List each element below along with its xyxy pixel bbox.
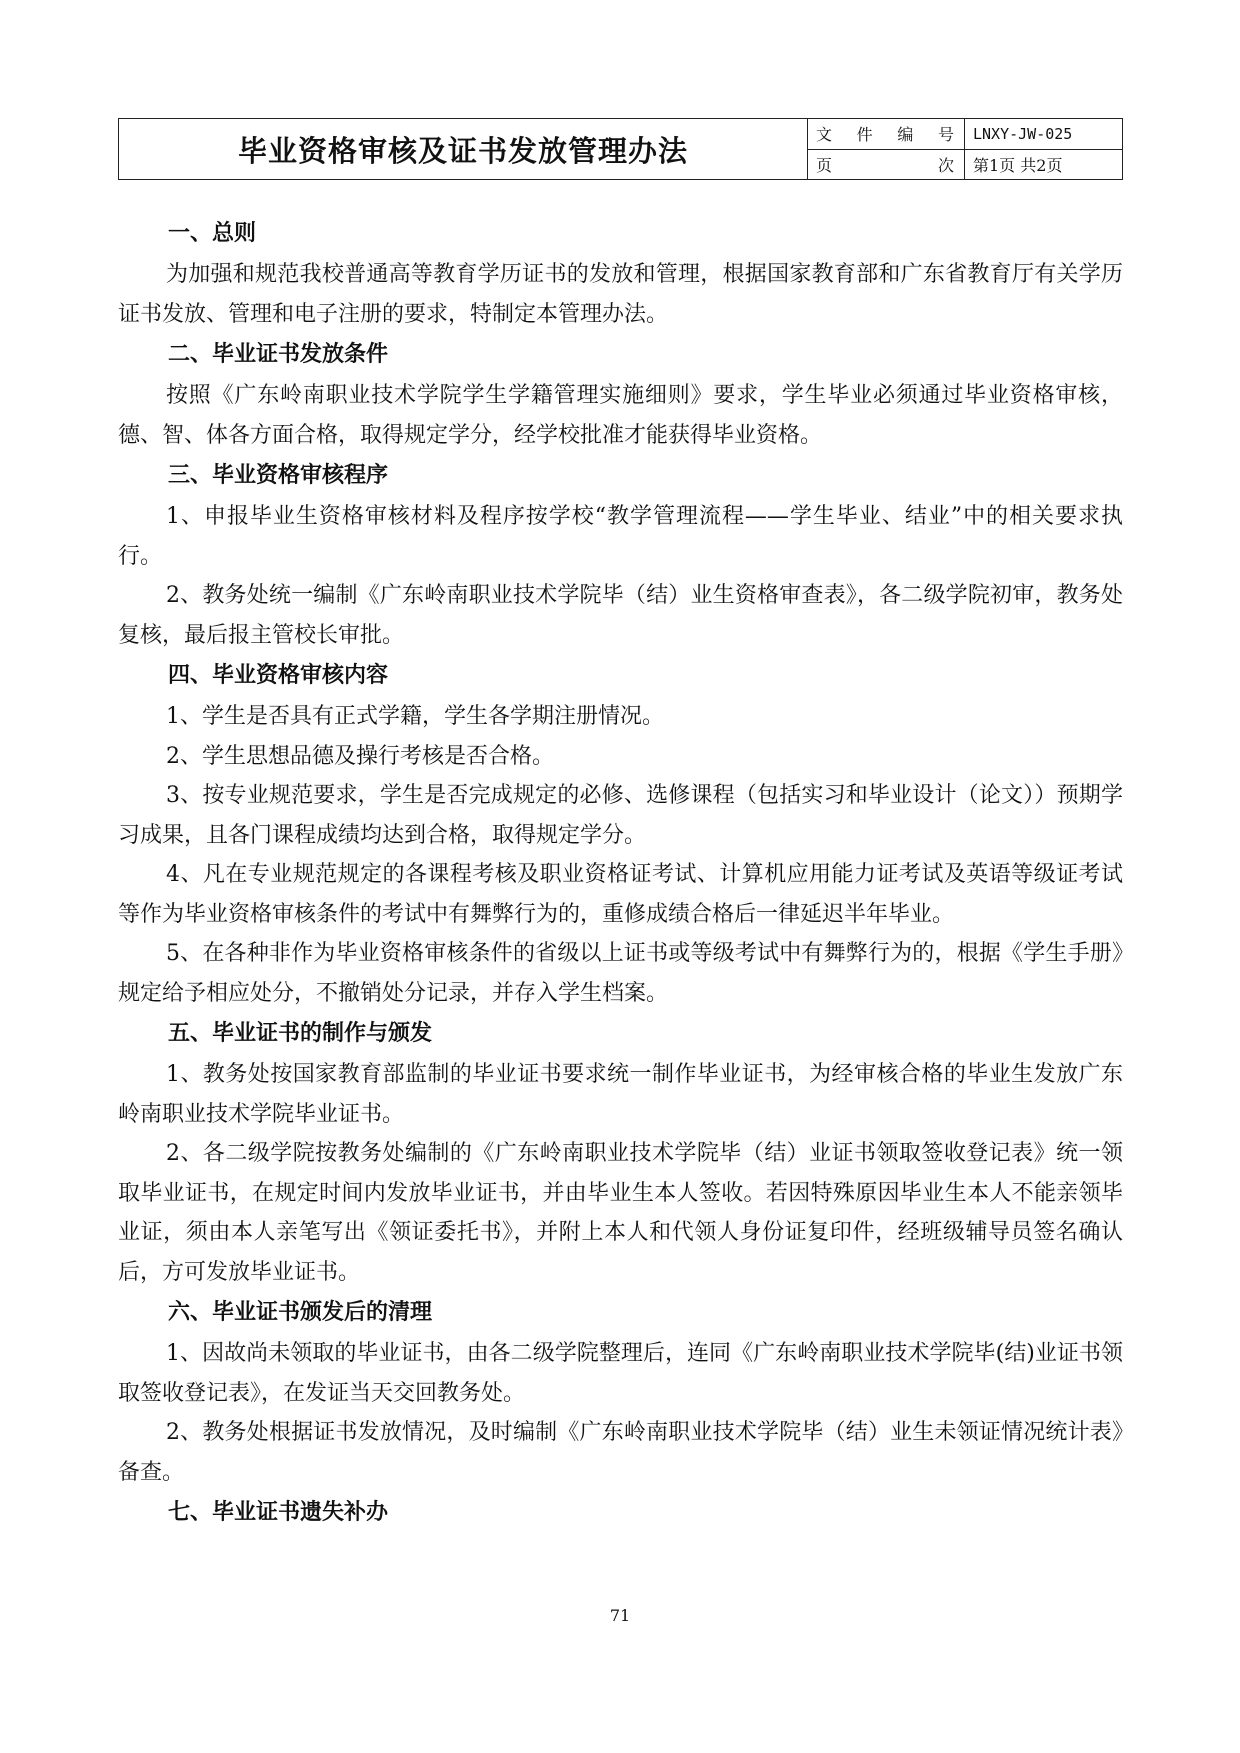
- paragraph: 4、凡在专业规范规定的各课程考核及职业资格证考试、计算机应用能力证考试及英语等级证考试等作为毕业资格审核条件的考试中有舞弊行为的，重修成绩合格后一律延迟半年毕业。: [118, 862, 1123, 927]
- paragraph: 2、教务处根据证书发放情况，及时编制《广东岭南职业技术学院毕（结）业生未领证情况统计表》备查。: [118, 1420, 1123, 1485]
- document-header-table: [118, 118, 1123, 180]
- section-title: 五、毕业证书的制作与颁发: [168, 1021, 433, 1046]
- section-title: 三、毕业资格审核程序: [168, 463, 389, 488]
- section-title: 二、毕业证书发放条件: [168, 342, 389, 367]
- paragraph: 按照《广东岭南职业技术学院学生学籍管理实施细则》要求，学生毕业必须通过毕业资格审核，德、智、体各方面合格，取得规定学分，经学校批准才能获得毕业资格。: [118, 383, 1123, 448]
- section-title: 四、毕业资格审核内容: [168, 663, 389, 688]
- paragraph: 3、按专业规范要求，学生是否完成规定的必修、选修课程（包括实习和毕业设计（论文））预期学习成果，且各门课程成绩均达到合格，取得规定学分。: [118, 783, 1123, 848]
- doc-number-value: LNXY-JW-025: [965, 119, 1123, 150]
- doc-number-label: 文 件 编 号: [808, 119, 965, 150]
- paragraph: 1、申报毕业生资格审核材料及程序按学校“教学管理流程——学生毕业、结业”中的相关要求执行。: [118, 504, 1123, 569]
- document-body: [118, 213, 1123, 1534]
- section-title: 七、毕业证书遗失补办: [168, 1500, 389, 1525]
- paragraph: 2、教务处统一编制《广东岭南职业技术学院毕（结）业生资格审查表》，各二级学院初审，教务处复核，最后报主管校长审批。: [118, 583, 1123, 648]
- page-value: 第1页 共2页: [965, 149, 1123, 180]
- section-title: 一、总则: [168, 221, 257, 246]
- paragraph: 为加强和规范我校普通高等教育学历证书的发放和管理，根据国家教育部和广东省教育厅有关学历证书发放、管理和电子注册的要求，特制定本管理办法。: [118, 262, 1123, 327]
- section-title: 六、毕业证书颁发后的清理: [168, 1300, 433, 1325]
- paragraph: 5、在各种非作为毕业资格审核条件的省级以上证书或等级考试中有舞弊行为的，根据《学生手册》规定给予相应处分，不撤销处分记录，并存入学生档案。: [118, 941, 1123, 1006]
- document-title: 毕业资格审核及证书发放管理办法: [119, 119, 808, 180]
- page-label: 页 次: [808, 149, 965, 180]
- paragraph: 2、各二级学院按教务处编制的《广东岭南职业技术学院毕（结）业证书领取签收登记表》统一领取毕业证书，在规定时间内发放毕业证书，并由毕业生本人签收。若因特殊原因毕业生本人不能亲领毕业证，须由本人亲笔写出《领证委托书》，并附上本人和代领人身份证复印件，经班级辅导员签名确认后，方可发放毕业证书。: [118, 1141, 1123, 1285]
- paragraph: 2、学生思想品德及操行考核是否合格。: [166, 743, 554, 769]
- paragraph: 1、因故尚未领取的毕业证书，由各二级学院整理后，连同《广东岭南职业技术学院毕(结)业证书领取签收登记表》，在发证当天交回教务处。: [118, 1341, 1123, 1406]
- paragraph: 1、教务处按国家教育部监制的毕业证书要求统一制作毕业证书，为经审核合格的毕业生发放广东岭南职业技术学院毕业证书。: [118, 1062, 1123, 1127]
- paragraph: 1、学生是否具有正式学籍，学生各学期注册情况。: [166, 704, 664, 729]
- page-number: 71: [609, 1606, 631, 1625]
